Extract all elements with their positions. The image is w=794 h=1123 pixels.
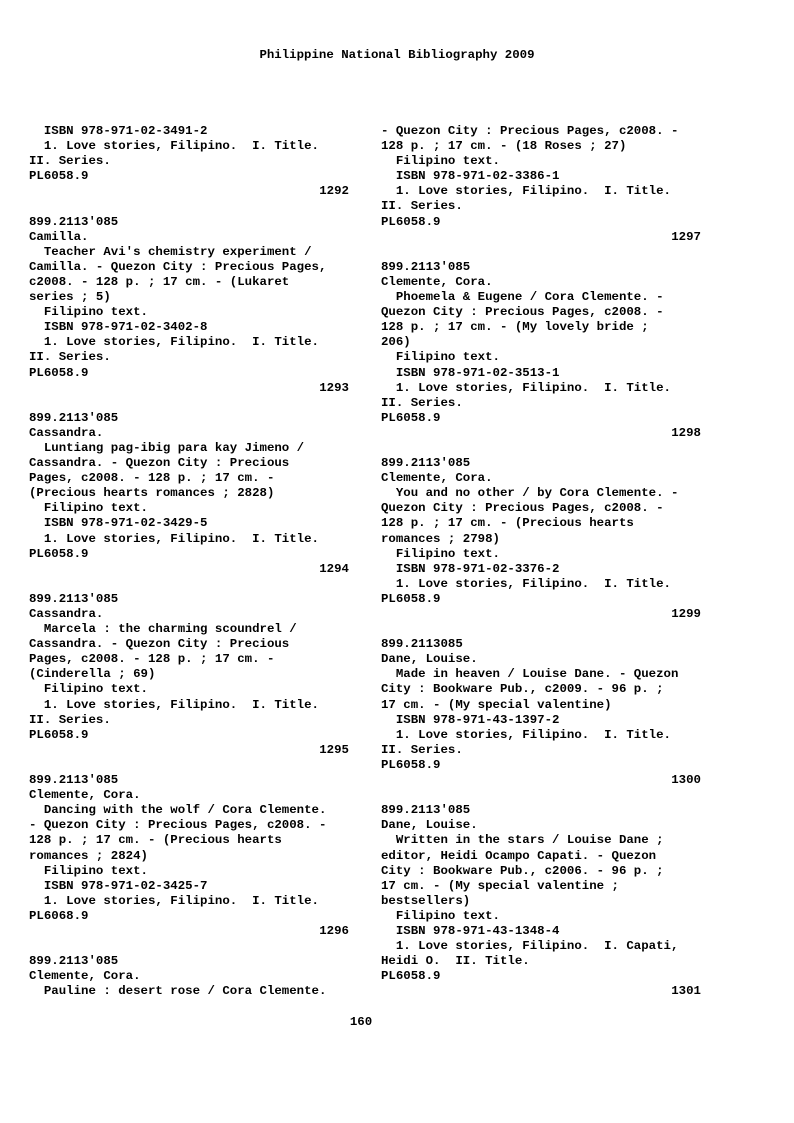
entry-line: Filipino text. — [29, 863, 148, 878]
entry-line: ISBN 978-971-02-3376-2 — [381, 561, 560, 576]
entry-line: II. Series. — [29, 712, 111, 727]
entry-line: 1. Love stories, Filipino. I. Title. — [29, 335, 319, 350]
entry-line: Clemente, Cora. — [381, 274, 493, 289]
entry-line: 1. Love stories, Filipino. I. Title. — [29, 531, 319, 546]
entry-line: Quezon City : Precious Pages, c2008. - — [381, 501, 664, 516]
entry-line: 899.2113085 — [381, 637, 463, 652]
entry-line: Filipino text. — [381, 350, 500, 365]
entry-line: 128 p. ; 17 cm. - (18 Roses ; 27) — [381, 139, 627, 154]
entry-line: - Quezon City : Precious Pages, c2008. - — [29, 818, 327, 833]
entry-line: Luntiang pag-ibig para kay Jimeno / — [29, 440, 305, 455]
entry-line: Clemente, Cora. — [381, 471, 493, 486]
entry-line: 1. Love stories, Filipino. I. Title. — [381, 727, 671, 742]
entry-line: 899.2113'085 — [381, 259, 471, 274]
page-number: 160 — [349, 1015, 373, 1029]
entry-line: Camilla. - Quezon City : Precious Pages, — [29, 259, 327, 274]
entry-line: Filipino text. — [29, 682, 148, 697]
entry-line: Cassandra. — [29, 607, 104, 621]
entry-line: Filipino text. — [381, 154, 500, 169]
entry-number: 1300 — [671, 773, 701, 788]
entry-number: 1299 — [671, 607, 701, 621]
entry-line: Filipino text. — [29, 305, 148, 320]
entry-line: Dancing with the wolf / Cora Clemente. — [29, 803, 327, 818]
blank-line — [381, 245, 701, 260]
blank-line — [29, 199, 349, 214]
entry-line: II. Series. — [381, 199, 463, 214]
entry-line: ISBN 978-971-02-3425-7 — [29, 878, 208, 893]
entry-line: Filipino text. — [29, 501, 148, 516]
entry-line: ISBN 978-971-02-3491-2 — [29, 124, 208, 138]
entry-line: 206) — [381, 335, 411, 350]
entry-line: Heidi O. II. Title. — [381, 954, 530, 969]
entry-line: Clemente, Cora. — [29, 969, 141, 984]
entry-line: Camilla. — [29, 229, 89, 244]
entry-line: Pauline : desert rose / Cora Clemente. — [29, 984, 327, 999]
blank-line — [381, 788, 701, 803]
entry-line: PL6058.9 — [381, 410, 441, 425]
entry-line: Clemente, Cora. — [29, 788, 141, 803]
blank-line — [29, 396, 349, 411]
entry-number: 1296 — [319, 923, 349, 938]
entry-line: 1. Love stories, Filipino. I. Title. — [29, 697, 319, 712]
entry-line: Pages, c2008. - 128 p. ; 17 cm. - — [29, 471, 275, 486]
entry-line: II. Series. — [381, 742, 463, 757]
entry-line: 1. Love stories, Filipino. I. Capati, — [381, 939, 679, 954]
entry-line: ISBN 978-971-02-3429-5 — [29, 516, 208, 531]
entry-line: ISBN 978-971-02-3402-8 — [29, 320, 208, 335]
blank-line — [29, 577, 349, 592]
entry-number: 1301 — [671, 984, 701, 999]
entry-line: II. Series. — [29, 154, 111, 169]
entry-line: series ; 5) — [29, 290, 111, 305]
entry-line: Made in heaven / Louise Dane. - Quezon — [381, 667, 679, 682]
entry-line: City : Bookware Pub., c2009. - 96 p. ; — [381, 682, 664, 697]
entry-line: (Cinderella ; 69) — [29, 667, 156, 682]
entry-line: 899.2113'085 — [29, 773, 119, 788]
entry-number: 1295 — [319, 742, 349, 757]
blank-line — [29, 939, 349, 954]
entry-line: 1. Love stories, Filipino. I. Title. — [381, 576, 671, 591]
entry-line: PL6058.9 — [29, 365, 89, 380]
entry-line: 899.2113'085 — [29, 954, 119, 969]
blank-line — [381, 441, 701, 456]
entry-number: 1298 — [671, 425, 701, 440]
entry-line: City : Bookware Pub., c2006. - 96 p. ; — [381, 863, 664, 878]
entry-line: ISBN 978-971-02-3513-1 — [381, 365, 560, 380]
entry-line: ISBN 978-971-43-1397-2 — [381, 712, 560, 727]
entry-line: PL6058.9 — [381, 591, 441, 606]
entry-line: 899.2113'085 — [381, 456, 471, 471]
right-column — [381, 124, 701, 999]
blank-line — [381, 622, 701, 637]
entry-number: 1294 — [319, 561, 349, 576]
entry-line: 899.2113'085 — [29, 214, 119, 229]
entry-line: Pages, c2008. - 128 p. ; 17 cm. - — [29, 652, 275, 667]
entry-line: Phoemela & Eugene / Cora Clemente. - — [381, 290, 664, 305]
blank-line — [29, 758, 349, 773]
entry-line: PL6058.9 — [381, 214, 441, 229]
entry-line: ISBN 978-971-02-3386-1 — [381, 169, 560, 184]
entry-line: PL6068.9 — [29, 908, 89, 923]
entry-line: Cassandra. — [29, 425, 104, 440]
entry-line: 899.2113'085 — [29, 591, 119, 606]
entry-line: Marcela : the charming scoundrel / — [29, 622, 297, 637]
entry-line: bestsellers) — [381, 893, 471, 908]
entry-line: 899.2113'085 — [381, 803, 471, 818]
entry-number: 1292 — [319, 184, 349, 199]
entry-line: PL6058.9 — [29, 727, 89, 742]
entry-line: Teacher Avi's chemistry experiment / — [29, 244, 312, 259]
entry-line: PL6058.9 — [29, 169, 89, 184]
entry-line: Dane, Louise. — [381, 652, 478, 667]
entry-line: 1. Love stories, Filipino. I. Title. — [29, 139, 319, 154]
entry-line: - Quezon City : Precious Pages, c2008. - — [381, 124, 679, 138]
entry-line: 899.2113'085 — [29, 410, 119, 425]
entry-line: Cassandra. - Quezon City : Precious — [29, 637, 290, 652]
entry-line: 128 p. ; 17 cm. - (Precious hearts — [29, 833, 282, 848]
entry-line: Written in the stars / Louise Dane ; — [381, 833, 664, 848]
entry-line: PL6058.9 — [381, 969, 441, 984]
entry-line: II. Series. — [381, 395, 463, 410]
entry-line: (Precious hearts romances ; 2828) — [29, 486, 275, 501]
entry-line: 128 p. ; 17 cm. - (Precious hearts — [381, 516, 634, 531]
entry-line: You and no other / by Cora Clemente. - — [381, 486, 679, 501]
entry-line: 17 cm. - (My special valentine ; — [381, 878, 619, 893]
entry-number: 1293 — [319, 380, 349, 395]
entry-line: Quezon City : Precious Pages, c2008. - — [381, 305, 664, 320]
entry-line: romances ; 2824) — [29, 848, 148, 863]
entry-line: PL6058.9 — [29, 546, 89, 561]
entry-line: 1. Love stories, Filipino. I. Title. — [29, 893, 319, 908]
left-column — [29, 124, 349, 999]
entry-line: editor, Heidi Ocampo Capati. - Quezon — [381, 848, 657, 863]
entry-line: ISBN 978-971-43-1348-4 — [381, 923, 560, 938]
entry-line: Filipino text. — [381, 546, 500, 561]
entry-line: PL6058.9 — [381, 757, 441, 772]
entry-number: 1297 — [671, 229, 701, 244]
entry-line: Filipino text. — [381, 908, 500, 923]
entry-line: 1. Love stories, Filipino. I. Title. — [381, 184, 671, 199]
entry-line: 128 p. ; 17 cm. - (My lovely bride ; — [381, 320, 649, 335]
entry-line: 1. Love stories, Filipino. I. Title. — [381, 380, 671, 395]
entry-line: 17 cm. - (My special valentine) — [381, 697, 612, 712]
entry-line: c2008. - 128 p. ; 17 cm. - (Lukaret — [29, 274, 290, 289]
entry-line: Cassandra. - Quezon City : Precious — [29, 456, 290, 471]
page-header: Philippine National Bibliography 2009 — [259, 48, 535, 62]
entry-line: Dane, Louise. — [381, 818, 478, 833]
entry-line: romances ; 2798) — [381, 531, 500, 546]
entry-line: II. Series. — [29, 350, 111, 365]
